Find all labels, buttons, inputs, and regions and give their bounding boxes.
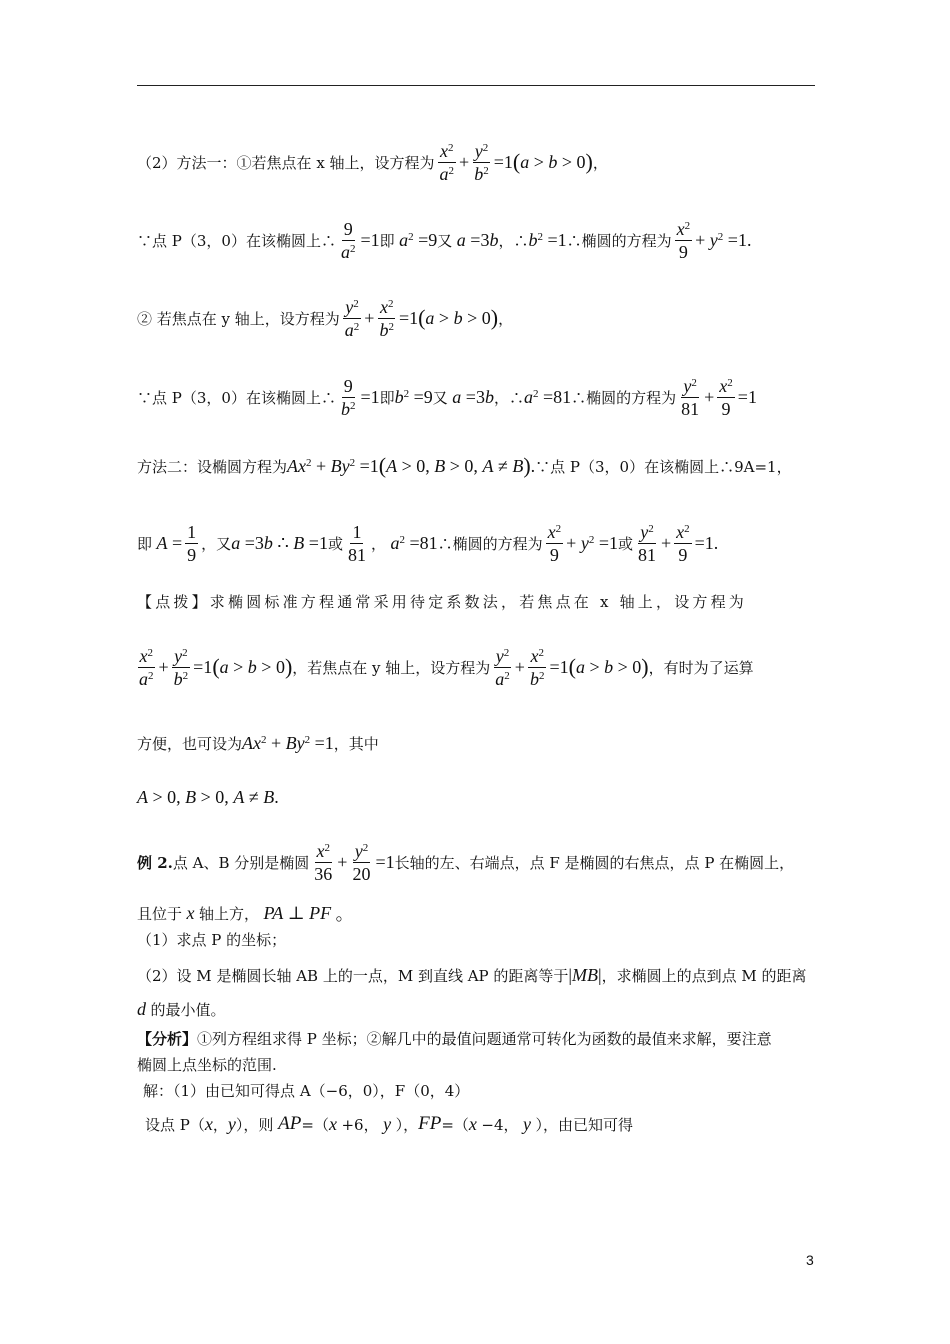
- solution-vectors: 设点 P（ x ， y ），则 AP =（ x +6， y ）， FP =（ x −4， y ），由已知可得: [145, 1113, 634, 1134]
- text: 或: [617, 534, 633, 553]
- text: ，其中: [333, 734, 379, 753]
- solution-line: ∵点 P（3，0）在该椭圆上∴ $\frac{9}{a^2}$ =1 即 $a^2$ =9 又 a =3 b ，∴ $b^2$ =1 ∴椭圆的方程为 $\frac{x^2}{9}$ + $y^2$ =1.: [137, 218, 752, 262]
- text: ，有时为了运算: [648, 658, 754, 677]
- solution-line: ∵点 P（3，0）在该椭圆上∴ $\frac{9}{b^2}$ =1 即 $b^2$ =9 又 a =3 b ，∴ $a^2$ =81 ∴椭圆的方程为 $\frac{y^2}{81}$ + $\frac{x^2}{9}$ =1: [137, 375, 757, 419]
- solution-start: [143, 1079, 469, 1101]
- analysis-line: [137, 1027, 772, 1049]
- tip-line: [137, 588, 747, 614]
- text: ，: [370, 534, 386, 553]
- text: 又: [437, 231, 453, 250]
- text: 或: [327, 534, 343, 553]
- text: 即: [137, 534, 153, 553]
- text: ），由已知可得: [535, 1115, 634, 1134]
- tip-condition: A > 0, B > 0, A ≠ B .: [137, 786, 279, 807]
- text: 【点拨】求椭圆标准方程通常采用待定系数法，若焦点在 x 轴上，设方程为: [137, 592, 747, 611]
- page-number: 3: [806, 1252, 814, 1268]
- fraction: $\frac{y^2}{b^2}$: [474, 140, 489, 184]
- text: ∴椭圆的方程为: [437, 534, 543, 553]
- text: （2）设 M 是椭圆长轴 AB 上的一点，M 到直线 AP 的距离等于: [137, 966, 569, 985]
- header-rule: [137, 85, 815, 86]
- text: 又: [432, 388, 448, 407]
- text: 轴上方，: [199, 904, 260, 923]
- method-one-line: （2）方法一：①若焦点在 x 轴上，设方程为 $\frac{x^2}{a^2}$ + $\frac{y^2}{b^2}$ =1 ( a > b > 0 ) ，: [137, 140, 608, 184]
- text: ，∴: [498, 231, 529, 250]
- text: 方便，也可设为: [137, 734, 243, 753]
- text: ∴椭圆的方程为: [571, 388, 677, 407]
- text: 且位于: [137, 904, 183, 923]
- text: ），则: [235, 1115, 274, 1134]
- text: ），: [395, 1115, 419, 1134]
- text: ，: [498, 309, 514, 328]
- tip-formulas: $\frac{x^2}{a^2}$ + $\frac{y^2}{b^2}$ =1 ( a > b > 0 ) ，若焦点在 y 轴上，设方程为 $\frac{y^2}{a^2}$ + $\frac{x^2}{b^2}$ =1 ( a > b > 0 ) ，有时为了运算: [139, 645, 754, 689]
- text: 即: [379, 388, 395, 407]
- text: ①列方程组求得 P 坐标；②解几中的最值问题通常可转化为函数的最值来求解，要注意: [197, 1029, 772, 1048]
- text: ，∴: [493, 388, 524, 407]
- text: 长轴的左、右端点，点 F 是椭圆的右焦点，点 P 在椭圆上，: [394, 853, 795, 872]
- method-two-result: 即 A = $\frac{1}{9}$ ，又 a =3 b ∴ B =1 或 $\frac{1}{81}$ ， $a^2$ =81 ∴椭圆的方程为 $\frac{x^2}{9}$ + $y^2$ =1 或 $\frac{y^2}{81}$ + $\frac{x^2}{9}$ =1.: [137, 521, 719, 565]
- text: 的最小值。: [150, 1000, 226, 1019]
- text: 椭圆上点坐标的范围.: [137, 1055, 277, 1074]
- method-two-line: 方法二：设椭圆方程为 Ax$^2$ + By$^2$ =1 ( A > 0, B > 0, A ≠ B ) . ∵点 P（3，0）在该椭圆上∴9A=1，: [137, 453, 792, 478]
- fraction: $\frac{x^2}{a^2}$: [439, 140, 455, 184]
- text: ② 若焦点在 y 轴上，设方程为: [137, 309, 340, 328]
- method-one-case-two: ② 若焦点在 y 轴上，设方程为 $\frac{y^2}{a^2}$ + $\frac{x^2}{b^2}$ =1 ( a > b > 0 ) ，: [137, 296, 514, 340]
- text: （1）求点 P 的坐标；: [137, 930, 287, 949]
- text: 点 A、B 分别是椭圆: [172, 853, 310, 872]
- text: ∵点 P（3，0）在该椭圆上∴: [137, 388, 336, 407]
- question-two-cont: d 的最小值。: [137, 998, 226, 1019]
- tip-general: 方便，也可设为 Ax$^2$ + By$^2$ =1 ，其中: [137, 732, 379, 753]
- text: ，若焦点在 y 轴上，设方程为: [292, 658, 491, 677]
- text: 即: [379, 231, 395, 250]
- text: ∴椭圆的方程为: [566, 231, 672, 250]
- example-two-cont: 且位于 x 轴上方， PA ⊥ PF 。: [137, 902, 354, 924]
- analysis-label: 【分析】: [137, 1029, 198, 1048]
- text: ，: [212, 1115, 228, 1134]
- example-two: 例 2. 点 A、B 分别是椭圆 $\frac{x^2}{36}$ + $\frac{y^2}{20}$ =1 长轴的左、右端点，点 F 是椭圆的右焦点，点 P 在椭圆上，: [137, 840, 795, 884]
- question-one: [137, 928, 286, 950]
- text: =（: [441, 1115, 469, 1134]
- question-two: （2）设 M 是椭圆长轴 AB 上的一点，M 到直线 AP 的距离等于 | MB | ，求椭圆上的点到点 M 的距离: [137, 964, 807, 985]
- text: ，又: [201, 534, 232, 553]
- text: −4，: [481, 1115, 519, 1134]
- text: 方法二：设椭圆方程为: [137, 457, 288, 476]
- text: +6，: [341, 1115, 379, 1134]
- text: （2）方法一：①若焦点在 x 轴上，设方程为: [137, 153, 435, 172]
- text: =（: [301, 1115, 329, 1134]
- text: ，: [592, 153, 608, 172]
- analysis-cont: [137, 1053, 277, 1075]
- text: ∵点 P（3，0）在该椭圆上∴9A=1，: [535, 457, 792, 476]
- text: 设点 P（: [145, 1115, 205, 1134]
- text: ∵点 P（3，0）在该椭圆上∴: [137, 231, 336, 250]
- text: 解：（1）由已知可得点 A（−6，0），F（0，4）: [143, 1081, 470, 1100]
- example-label: 例 2.: [137, 853, 173, 872]
- text: ，求椭圆上的点到点 M 的距离: [601, 966, 807, 985]
